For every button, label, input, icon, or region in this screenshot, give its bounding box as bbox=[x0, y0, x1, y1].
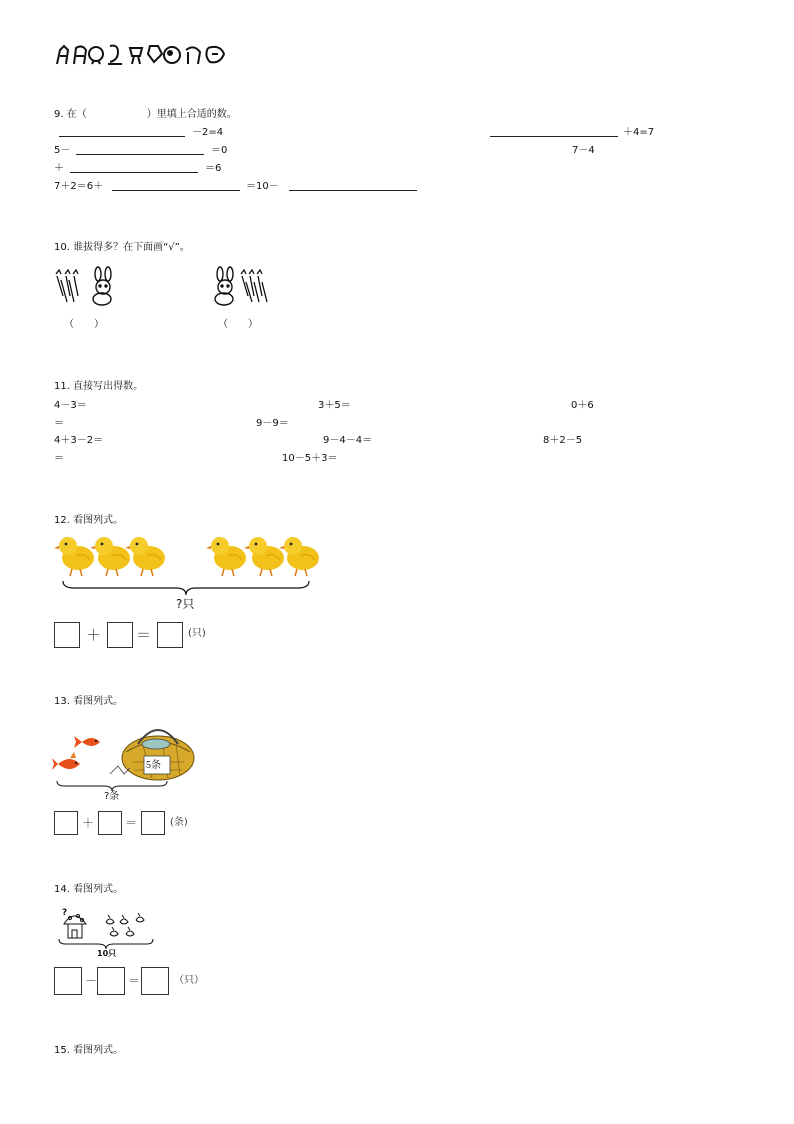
q13-plus-sign: ＋ bbox=[82, 816, 95, 830]
q11-expr-2: 3＋5＝ bbox=[318, 400, 351, 411]
q12-answer-box-2[interactable] bbox=[107, 622, 133, 648]
q9-row1-expr-b: ＋4=7 bbox=[623, 127, 655, 138]
q11-title: 11. 直接写出得数。 bbox=[54, 381, 144, 392]
q9-row4-expr-a: 7＋2＝6＋ bbox=[54, 181, 104, 192]
carrots-and-rabbit-left-image bbox=[54, 268, 120, 306]
chicks-image bbox=[52, 534, 316, 578]
q9-row2-expr-c: 7－4 bbox=[572, 145, 595, 156]
q9-blank-1[interactable] bbox=[59, 127, 185, 137]
q14-brace-label: 10只 bbox=[97, 949, 117, 958]
q13-title: 13. 看图列式。 bbox=[54, 696, 124, 707]
q11-expr-7: 9－4－4＝ bbox=[323, 435, 373, 446]
q12-brace bbox=[62, 580, 310, 596]
q14-equals-sign: ＝ bbox=[128, 974, 141, 988]
animal-banner-logo bbox=[54, 42, 228, 68]
q11-expr-3: 0＋6 bbox=[571, 400, 594, 411]
q9-row3-expr-b: ＝6 bbox=[205, 163, 222, 174]
q12-unit-label: (只) bbox=[188, 628, 206, 639]
q10-answer-right[interactable]: （ ） bbox=[218, 319, 258, 330]
q11-expr-9: ＝ bbox=[54, 453, 64, 464]
rabbit-and-carrots-right-image bbox=[212, 268, 278, 306]
q12-answer-box-3[interactable] bbox=[157, 622, 183, 648]
q12-plus-sign: ＋ bbox=[86, 626, 102, 644]
q14-answer-box-1[interactable] bbox=[54, 967, 82, 995]
q9-blank-6[interactable] bbox=[289, 181, 417, 191]
q9-blank-3[interactable] bbox=[76, 145, 204, 155]
q10-title: 10. 谁拔得多？在下面画“√”。 bbox=[54, 242, 190, 253]
q14-answer-box-2[interactable] bbox=[97, 967, 125, 995]
q14-minus-sign: － bbox=[85, 974, 98, 988]
q9-row2-expr-a: 5－ bbox=[54, 145, 71, 156]
q13-brace-label: ?条 bbox=[104, 791, 120, 802]
q11-expr-8: 8＋2－5 bbox=[543, 435, 583, 446]
q15-title: 15. 看图列式。 bbox=[54, 1045, 124, 1056]
q12-equals-sign: ＝ bbox=[136, 626, 152, 644]
q12-title: 12. 看图列式。 bbox=[54, 515, 124, 526]
q12-brace-label: ?只 bbox=[176, 597, 195, 611]
q9-blank-2[interactable] bbox=[490, 127, 618, 137]
q13-answer-box-2[interactable] bbox=[98, 811, 122, 835]
q9-title: 9. 在（ ）里填上合适的数。 bbox=[54, 109, 237, 120]
q11-expr-6: 4＋3－2＝ bbox=[54, 435, 104, 446]
q13-equals-sign: ＝ bbox=[125, 816, 138, 830]
q14-unit-label: （只） bbox=[174, 975, 204, 986]
q13-answer-box-1[interactable] bbox=[54, 811, 78, 835]
q9-row2-expr-b: ＝0 bbox=[211, 145, 228, 156]
q9-row3-expr-a: ＋ bbox=[54, 163, 64, 174]
q13-basket-label: 5条 bbox=[146, 760, 161, 771]
q14-title: 14. 看图列式。 bbox=[54, 884, 124, 895]
q10-answer-left[interactable]: （ ） bbox=[64, 319, 104, 330]
goldfish-and-basket-image bbox=[52, 722, 198, 782]
q14-answer-box-3[interactable] bbox=[141, 967, 169, 995]
q13-unit-label: (条) bbox=[170, 817, 188, 828]
q9-blank-4[interactable] bbox=[70, 163, 198, 173]
q11-expr-1: 4－3＝ bbox=[54, 400, 87, 411]
q11-expr-5: 9－9＝ bbox=[256, 418, 289, 429]
q11-expr-10: 10－5＋3＝ bbox=[282, 453, 338, 464]
q13-answer-box-3[interactable] bbox=[141, 811, 165, 835]
q14-question-mark: ? bbox=[62, 908, 68, 918]
q11-expr-4: ＝ bbox=[54, 418, 64, 429]
q12-answer-box-1[interactable] bbox=[54, 622, 80, 648]
q9-blank-5[interactable] bbox=[112, 181, 240, 191]
q9-row1-expr-a: －2=4 bbox=[192, 127, 224, 138]
q9-row4-expr-b: ＝10－ bbox=[246, 181, 279, 192]
